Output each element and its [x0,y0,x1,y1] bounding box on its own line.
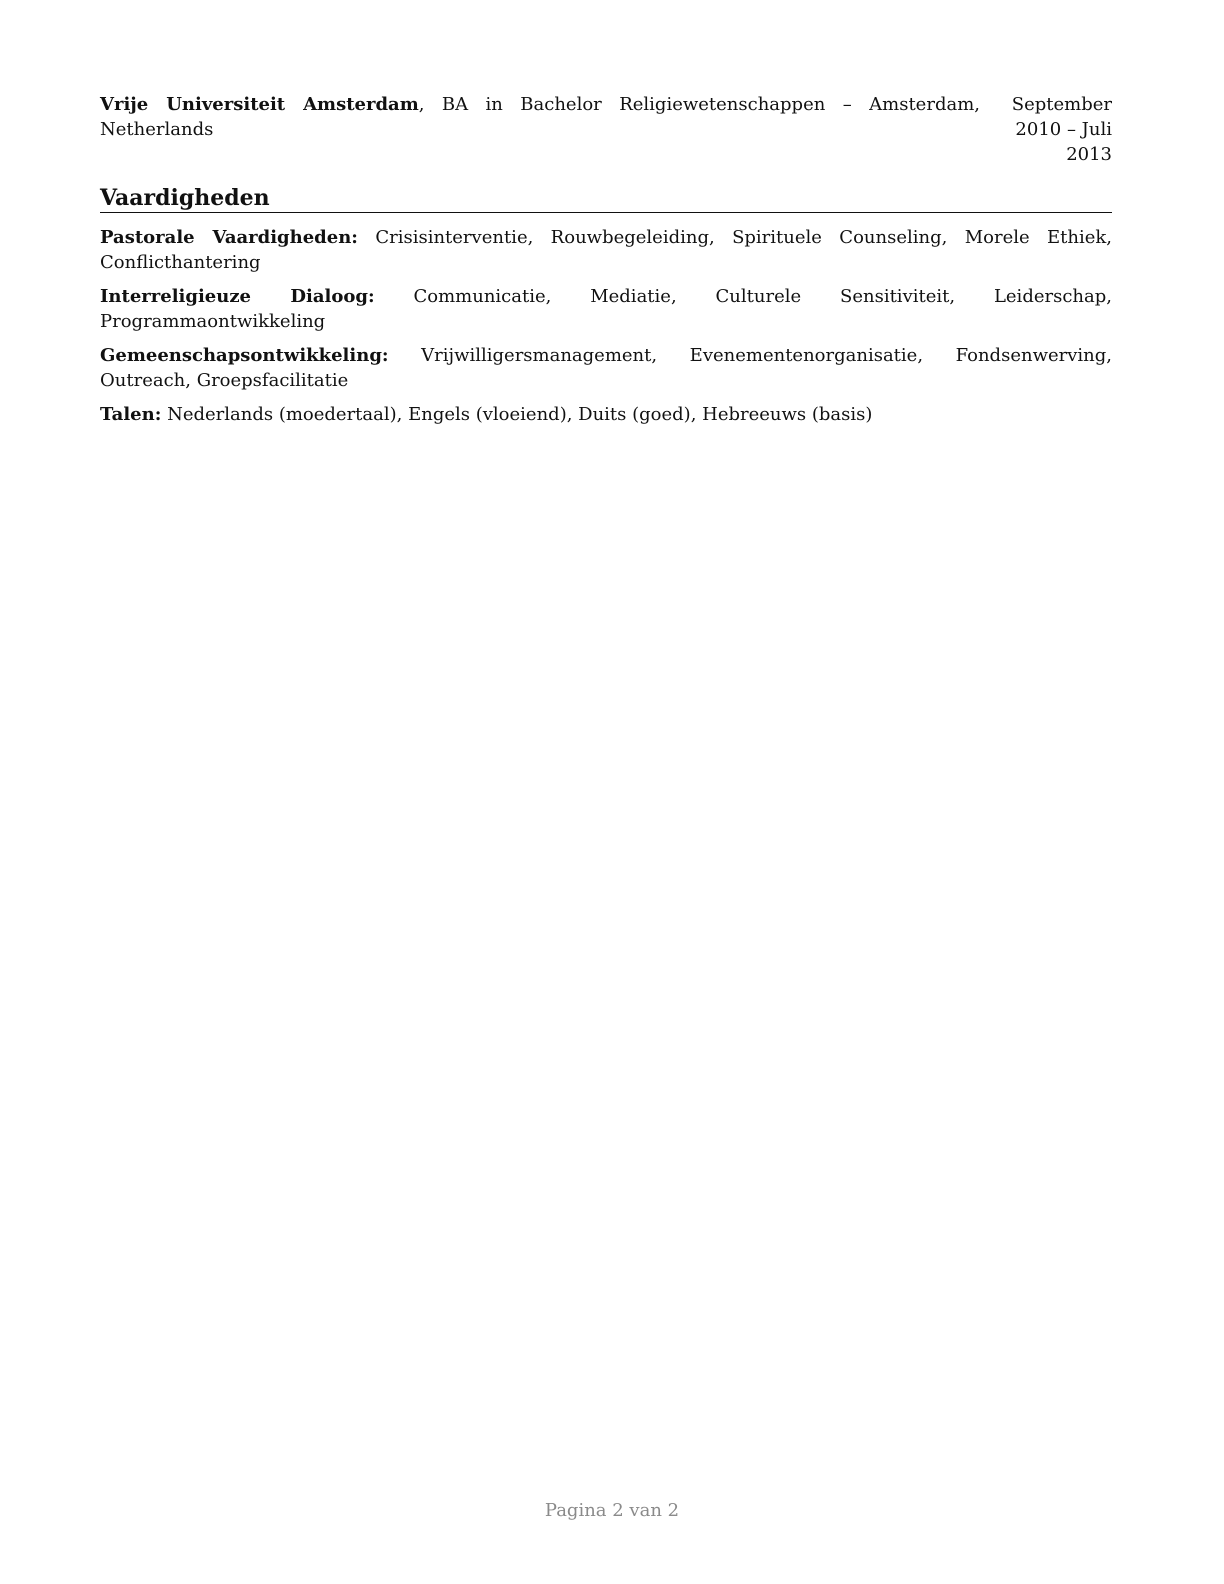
skill-item-pastoral [100,225,1112,275]
document-page [100,92,1112,436]
education-description [100,92,980,142]
skill-label: Gemeenschapsontwikkeling: [100,345,389,366]
skill-label: Pastorale Vaardigheden: [100,227,358,248]
skill-item-interreligious [100,284,1112,334]
skill-label: Interreligieuze Dialoog: [100,286,375,307]
section-heading-skills: Vaardigheden [100,184,1112,213]
skill-item-languages [100,402,1112,427]
education-date-start: September 2010 – Juli [1011,94,1112,140]
skill-item-community [100,343,1112,393]
education-dates [980,92,1112,167]
education-entry [100,92,1112,167]
education-date-end: 2013 [1066,144,1112,165]
skill-label: Talen: [100,404,162,425]
skills-list [100,225,1112,427]
skill-value: Vrijwilligersmanagement, Evenementenorganisatie, Fondsenwerving, Outreach, Groepsfacilitatie [100,345,1112,391]
skill-value: Nederlands (moedertaal), Engels (vloeiend), Duits (goed), Hebreeuws (basis) [161,404,873,425]
skill-value: Crisisinterventie, Rouwbegeleiding, Spirituele Counseling, Morele Ethiek, Conflicthantering [100,227,1112,273]
skill-value: Communicatie, Mediatie, Culturele Sensitiviteit, Leiderschap, Programmaontwikkeling [100,286,1112,332]
education-institution: Vrije Universiteit Amsterdam [100,94,419,115]
page-number-footer: Pagina 2 van 2 [544,1500,680,1521]
education-detail: , BA in Bachelor Religiewetenschappen – Amsterdam, Netherlands [100,94,980,140]
